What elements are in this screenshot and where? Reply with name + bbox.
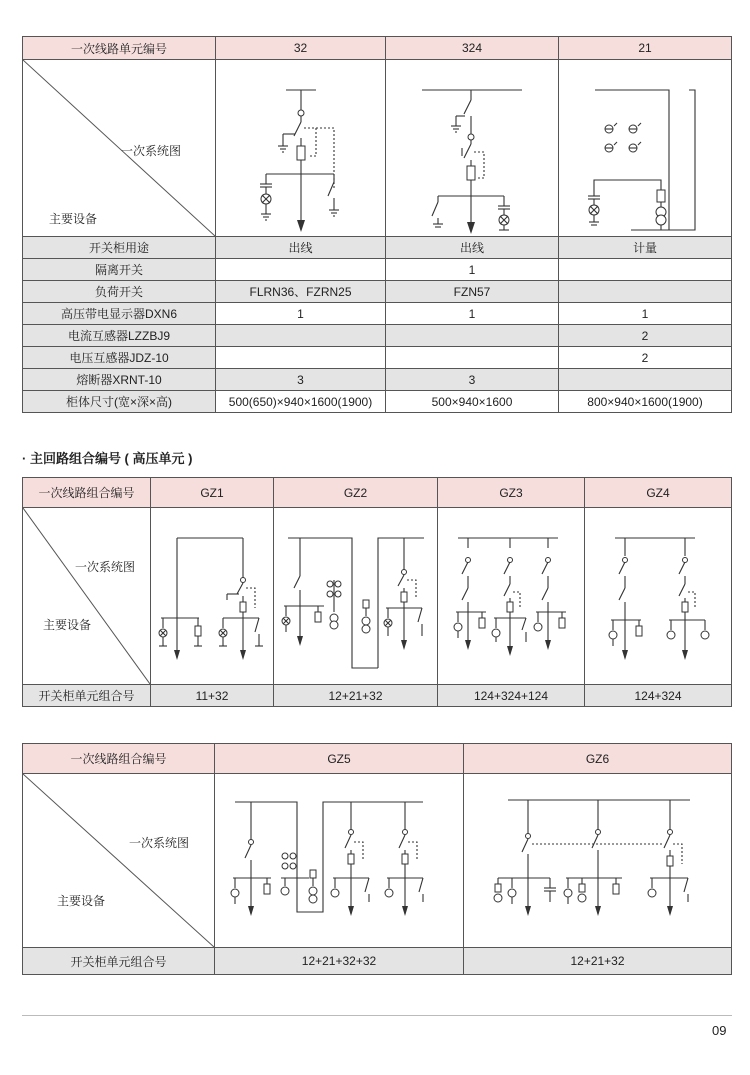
row-label: 负荷开关 — [23, 281, 216, 303]
schematic-cell — [216, 60, 386, 237]
combo-id: GZ4 — [585, 478, 732, 508]
table-row — [23, 685, 732, 707]
table-row — [23, 325, 732, 347]
schematic-cell — [464, 774, 732, 948]
schematic-cell — [585, 508, 732, 685]
row-label: 隔离开关 — [23, 259, 216, 281]
header-label: 一次线路组合编号 — [23, 478, 151, 508]
row-label: 电压互感器JDZ-10 — [23, 347, 216, 369]
schematic-32 — [216, 60, 386, 236]
cell-value: 12+21+32+32 — [215, 948, 464, 975]
row-label: 熔断器XRNT-10 — [23, 369, 216, 391]
table-header-row — [23, 37, 732, 60]
diagram-label: 一次系统图 — [129, 836, 190, 850]
schematic-gz3 — [438, 508, 585, 684]
schematic-cell — [151, 508, 274, 685]
cell-value: 出线 — [386, 237, 559, 259]
diagram-row — [23, 60, 732, 237]
cell-value — [216, 347, 386, 369]
section-title: · 主回路组合编号 ( 高压单元 ) — [22, 451, 193, 466]
table-header-row — [23, 478, 732, 508]
footer-divider — [22, 1015, 732, 1016]
cell-value: 1 — [386, 259, 559, 281]
unit-id: 32 — [216, 37, 386, 60]
combo-id: GZ2 — [274, 478, 438, 508]
row-label: 开关柜用途 — [23, 237, 216, 259]
schematic-21 — [559, 60, 732, 236]
cell-value: 500(650)×940×1600(1900) — [216, 391, 386, 413]
row-label: 开关柜单元组合号 — [23, 685, 151, 707]
cell-value: 2 — [559, 325, 732, 347]
diagram-label: 一次系统图 — [121, 144, 182, 158]
table-row — [23, 281, 732, 303]
cell-value — [559, 369, 732, 391]
cell-value: 11+32 — [151, 685, 274, 707]
cell-value — [216, 259, 386, 281]
unit-spec-table — [22, 36, 732, 413]
unit-id: 21 — [559, 37, 732, 60]
table-row — [23, 369, 732, 391]
schematic-gz2 — [274, 508, 438, 684]
cell-value: 124+324 — [585, 685, 732, 707]
table-row — [23, 303, 732, 325]
schematic-cell — [559, 60, 732, 237]
cell-value: 12+21+32 — [464, 948, 732, 975]
cell-value: 1 — [559, 303, 732, 325]
table-row — [23, 391, 732, 413]
cell-value: FZN57 — [386, 281, 559, 303]
diagonal-header-cell — [23, 774, 215, 948]
header-label: 一次线路单元编号 — [23, 37, 216, 60]
schematic-cell — [438, 508, 585, 685]
cell-value: 1 — [216, 303, 386, 325]
cell-value: 800×940×1600(1900) — [559, 391, 732, 413]
schematic-gz6 — [464, 774, 732, 947]
schematic-cell — [215, 774, 464, 948]
combo-id: GZ5 — [215, 744, 464, 774]
table-header-row — [23, 744, 732, 774]
page-number: 09 — [712, 1023, 727, 1038]
schematic-cell — [274, 508, 438, 685]
diagonal-header-cell — [23, 60, 216, 237]
schematic-gz4 — [585, 508, 732, 684]
row-label: 电流互感器LZZBJ9 — [23, 325, 216, 347]
cell-value: 出线 — [216, 237, 386, 259]
equipment-label: 主要设备 — [49, 212, 98, 226]
cell-value: 1 — [386, 303, 559, 325]
cell-value: 500×940×1600 — [386, 391, 559, 413]
cell-value: FLRN36、FZRN25 — [216, 281, 386, 303]
table-row — [23, 347, 732, 369]
diagram-row — [23, 508, 732, 685]
equipment-label: 主要设备 — [57, 894, 106, 908]
cell-value: 2 — [559, 347, 732, 369]
header-label: 一次线路组合编号 — [23, 744, 215, 774]
cell-value: 3 — [386, 369, 559, 391]
cell-value — [386, 325, 559, 347]
diagonal-header-cell — [23, 508, 151, 685]
table-row — [23, 259, 732, 281]
cell-value: 12+21+32 — [274, 685, 438, 707]
schematic-324 — [386, 60, 559, 236]
cell-value — [559, 259, 732, 281]
row-label: 柜体尺寸(宽×深×高) — [23, 391, 216, 413]
combination-table-gz1-gz4 — [22, 477, 732, 707]
cell-value: 124+324+124 — [438, 685, 585, 707]
diagram-label: 一次系统图 — [75, 560, 136, 574]
row-label: 高压带电显示器DXN6 — [23, 303, 216, 325]
combo-id: GZ6 — [464, 744, 732, 774]
combination-table-gz5-gz6 — [22, 743, 732, 975]
table-row — [23, 948, 732, 975]
equipment-label: 主要设备 — [43, 618, 92, 632]
cell-value — [386, 347, 559, 369]
cell-value — [559, 281, 732, 303]
combo-id: GZ1 — [151, 478, 274, 508]
table-row — [23, 237, 732, 259]
diagram-row — [23, 774, 732, 948]
cell-value — [216, 325, 386, 347]
combo-id: GZ3 — [438, 478, 585, 508]
schematic-gz5 — [215, 774, 464, 947]
cell-value: 3 — [216, 369, 386, 391]
row-label: 开关柜单元组合号 — [23, 948, 215, 975]
unit-id: 324 — [386, 37, 559, 60]
schematic-cell — [386, 60, 559, 237]
schematic-gz1 — [151, 508, 274, 684]
cell-value: 计量 — [559, 237, 732, 259]
